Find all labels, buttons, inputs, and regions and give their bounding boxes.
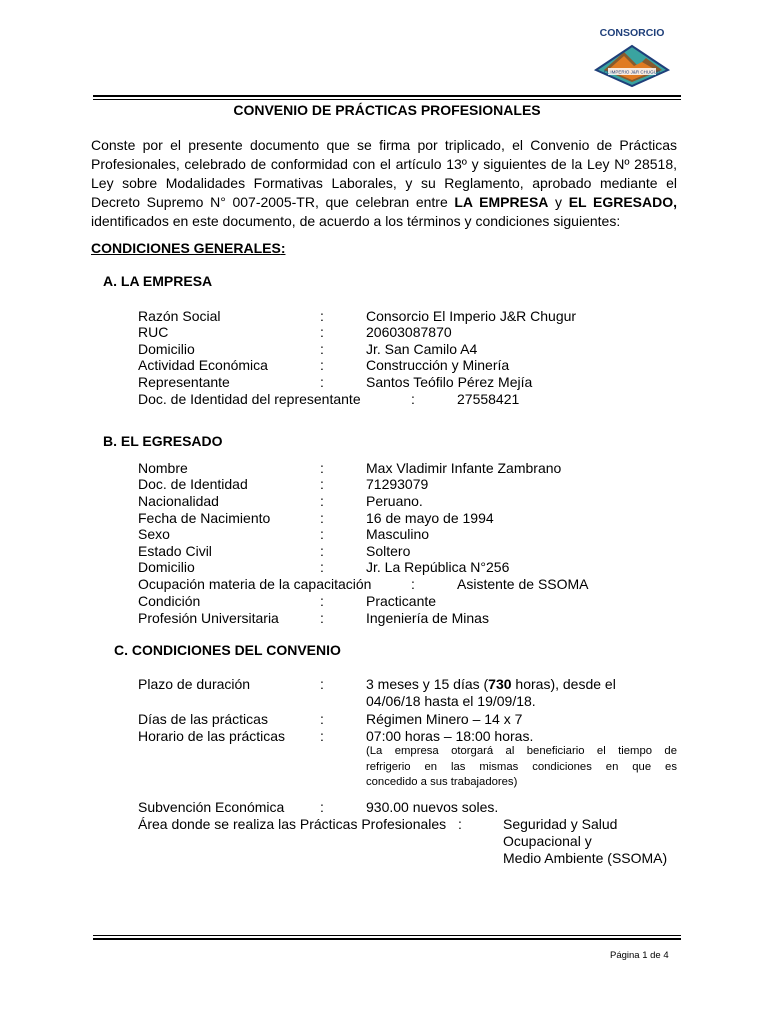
field-colon: : [320,493,324,509]
field-value: 27558421 [457,391,520,407]
intro-text: Decreto Supremo N° 007-2005-TR, que celebran entre [91,194,455,210]
note-line: (La empresa otorgará al beneficiario el tiempo de [366,745,677,757]
plazo-hours: 730 [488,676,512,692]
field-value [366,676,616,692]
intro-paragraph [91,136,677,231]
field-value: Medio Ambiente (SSOMA) [503,850,668,866]
field-colon: : [320,374,324,390]
general-conditions-title [91,240,285,256]
field-value: 930.00 nuevos soles. [366,799,499,815]
field-label: Área donde se realiza las Prácticas Profesionales [138,816,447,832]
field-colon: : [320,543,324,559]
field-label: Representante [138,374,230,390]
field-colon: : [320,593,324,609]
field-label: Domicilio [138,559,195,575]
field-colon: : [320,728,324,744]
section-c-title: C. CONDICIONES DEL CONVENIO [114,642,341,658]
field-label: Razón Social [138,308,221,324]
la-empresa-bold: LA EMPRESA [454,194,549,210]
field-value: Consorcio El Imperio J&R Chugur [366,308,577,324]
field-colon: : [320,711,324,727]
intro-line: Conste por el presente documento que se firma por triplicado, el Convenio de Prácticas [91,137,677,153]
field-value: Jr. La República N°256 [366,559,510,575]
field-colon: : [320,308,324,324]
field-colon: : [458,816,462,832]
document-title: CONVENIO DE PRÁCTICAS PROFESIONALES [233,102,541,118]
general-title-colon: : [280,240,286,256]
field-colon: : [320,610,324,626]
field-colon: : [320,676,324,692]
field-value: Masculino [366,526,430,542]
note-line: concedido a sus trabajadores) [366,776,518,788]
field-label: RUC [138,324,169,340]
field-label: Condición [138,593,201,609]
intro-text: y [548,194,569,210]
field-colon: : [411,391,415,407]
field-value: Ocupacional y [503,833,592,849]
field-colon: : [320,357,324,373]
footer-rule-thick [93,938,681,940]
plazo-text: 3 meses y 15 días ( [366,676,489,692]
logo-subtext: EL IMPERIO J&R CHUGUR [603,69,661,75]
field-label: Plazo de duración [138,676,251,692]
field-label: Doc. de Identidad del representante [138,391,361,407]
section-a-title: A. LA EMPRESA [103,273,213,289]
field-value: Seguridad y Salud [503,816,618,832]
field-label: Profesión Universitaria [138,610,279,626]
logo-text: CONSORCIO [599,27,665,39]
field-value: 04/06/18 hasta el 19/09/18. [366,693,536,709]
field-colon: : [320,324,324,340]
field-value: Practicante [366,593,437,609]
header-rule-thin [93,99,681,100]
footer-rule-thin [93,935,681,936]
field-label: Nombre [138,460,188,476]
page-number: Página 1 de 4 [610,950,669,961]
intro-line [91,193,677,212]
intro-line: identificados en este documento, de acuerdo a los términos y condiciones siguientes: [91,213,621,229]
field-value: Construcción y Minería [366,357,510,373]
field-value: Santos Teófilo Pérez Mejía [366,374,533,390]
field-value: 16 de mayo de 1994 [366,510,494,526]
header-rule-thick [93,95,681,97]
plazo-text: horas), desde el [511,676,616,692]
field-value: Soltero [366,543,411,559]
field-label: Subvención Económica [138,799,285,815]
field-value: Max Vladimir Infante Zambrano [366,460,562,476]
section-b-title: B. EL EGRESADO [103,433,223,449]
field-colon: : [320,460,324,476]
field-value: Régimen Minero – 14 x 7 [366,711,523,727]
field-colon: : [411,576,415,592]
note-line: refrigerio en las mismas condiciones en que es [366,760,677,773]
intro-line: Ley sobre Modalidades Formativas Laborales, y su Reglamento, aprobado mediante el [91,175,677,191]
general-title-text: CONDICIONES GENERALES [91,240,281,256]
field-label: Sexo [138,526,170,542]
intro-line: Profesionales, celebrado de conformidad con el artículo 13º y siguientes de la Ley Nº 28518, [91,156,677,172]
field-label: Estado Civil [138,543,212,559]
field-label: Doc. de Identidad [138,476,248,492]
field-label: Días de las prácticas [138,711,268,727]
field-colon: : [320,799,324,815]
field-label: Horario de las prácticas [138,728,286,744]
refreshment-note [366,744,677,791]
field-colon: : [320,476,324,492]
field-value: Ingeniería de Minas [366,610,489,626]
el-egresado-bold: EL EGRESADO, [568,194,677,210]
field-label: Fecha de Nacimiento [138,510,271,526]
field-value: 07:00 horas – 18:00 horas. [366,728,534,744]
field-value: Peruano. [366,493,423,509]
field-value: 20603087870 [366,324,452,340]
field-value: 71293079 [366,476,429,492]
field-label: Actividad Económica [138,357,268,373]
field-value: Asistente de SSOMA [457,576,589,592]
field-label: Domicilio [138,341,195,357]
field-label: Ocupación materia de la capacitación [138,576,372,592]
field-colon: : [320,510,324,526]
field-label: Nacionalidad [138,493,219,509]
field-colon: : [320,559,324,575]
field-colon: : [320,526,324,542]
company-logo [582,24,682,94]
field-colon: : [320,341,324,357]
field-value: Jr. San Camilo A4 [366,341,478,357]
